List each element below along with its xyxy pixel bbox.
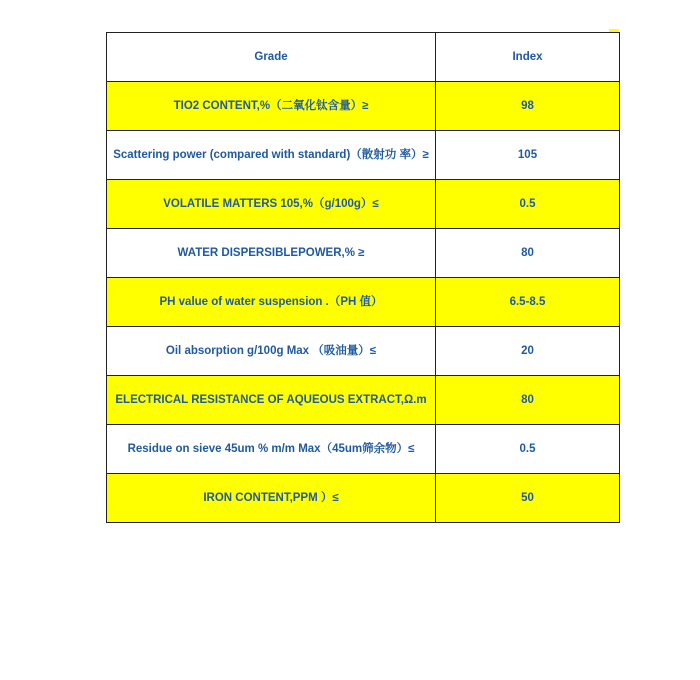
index-cell: 20: [436, 327, 620, 376]
table-row: [107, 425, 620, 474]
grade-cell: Oil absorption g/100g Max （吸油量）≤: [107, 327, 436, 376]
grade-cell: WATER DISPERSIBLEPOWER,% ≥: [107, 229, 436, 278]
index-column-header: Index: [436, 33, 620, 82]
table-row: [107, 278, 620, 327]
grade-cell: VOLATILE MATTERS 105,%（g/100g）≤: [107, 180, 436, 229]
table-row: [107, 180, 620, 229]
grade-cell: IRON CONTENT,PPM ）≤: [107, 474, 436, 523]
index-cell: 0.5: [436, 425, 620, 474]
index-cell: 80: [436, 376, 620, 425]
grade-cell: PH value of water suspension .（PH 值）: [107, 278, 436, 327]
table-row: [107, 131, 620, 180]
index-cell: 80: [436, 229, 620, 278]
table-row: [107, 229, 620, 278]
grade-cell: Scattering power (compared with standard)（散射功 率）≥: [107, 131, 436, 180]
index-cell: 50: [436, 474, 620, 523]
grade-cell: ELECTRICAL RESISTANCE OF AQUEOUS EXTRACT,Ω.m: [107, 376, 436, 425]
specification-table: [106, 32, 620, 523]
table-row: [107, 327, 620, 376]
table-header-row: [107, 33, 620, 82]
grade-cell: Residue on sieve 45um % m/m Max（45um筛余物）≤: [107, 425, 436, 474]
table-row: [107, 82, 620, 131]
grade-column-header: Grade: [107, 33, 436, 82]
table-row: [107, 474, 620, 523]
grade-cell: TIO2 CONTENT,%（二氧化钛含量）≥: [107, 82, 436, 131]
table-row: [107, 376, 620, 425]
index-cell: 6.5-8.5: [436, 278, 620, 327]
index-cell: 0.5: [436, 180, 620, 229]
index-cell: 98: [436, 82, 620, 131]
index-cell: 105: [436, 131, 620, 180]
